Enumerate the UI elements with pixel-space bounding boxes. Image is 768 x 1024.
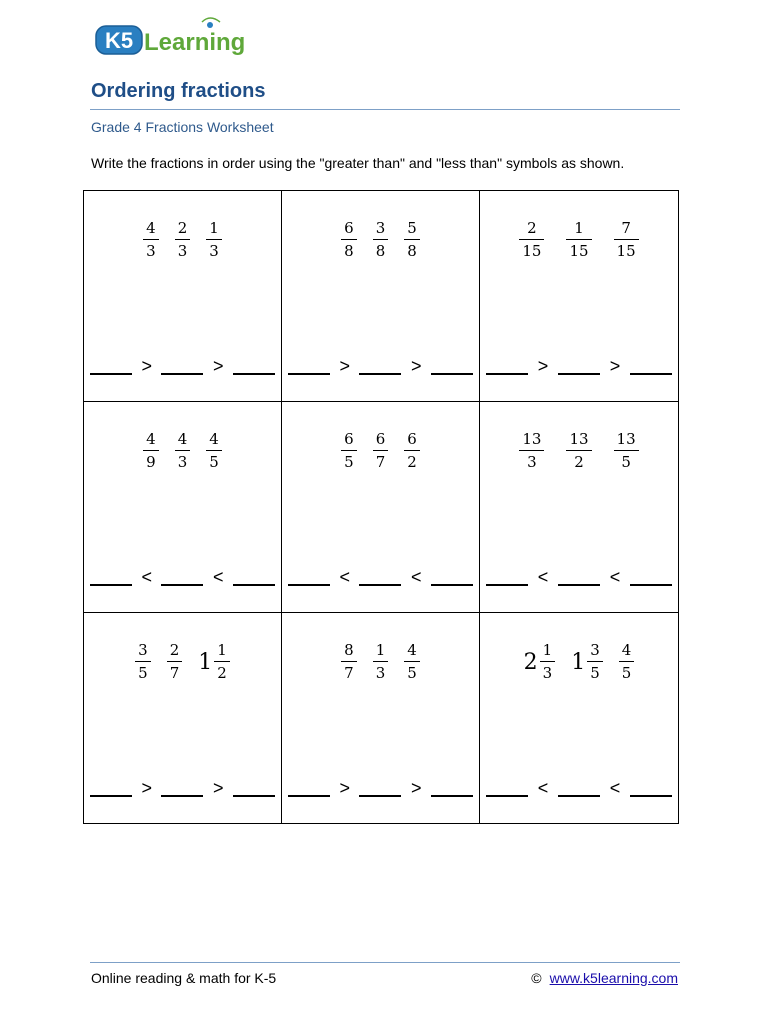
fraction (373, 643, 389, 681)
comparison-symbol: > (410, 356, 422, 376)
denominator: 3 (177, 242, 188, 260)
fraction-list (282, 221, 479, 259)
mixed-number (524, 643, 556, 681)
answer-blank[interactable] (630, 355, 672, 375)
whole-number: 2 (523, 649, 538, 675)
fraction-list (480, 221, 678, 259)
fraction-stack (566, 432, 591, 470)
denominator: 15 (569, 242, 589, 260)
problem-cell (282, 191, 480, 402)
answer-blank[interactable] (486, 355, 528, 375)
fraction (167, 643, 183, 681)
numerator: 3 (375, 219, 386, 237)
fraction (373, 221, 389, 259)
fraction-stack (540, 643, 556, 681)
denominator: 3 (542, 664, 553, 682)
footer-website-link[interactable]: www.k5learning.com (549, 970, 678, 986)
answer-blank[interactable] (359, 355, 401, 375)
mixed-number (198, 643, 230, 681)
fraction-stack (341, 643, 357, 681)
fraction-stack (519, 221, 544, 259)
answer-blank[interactable] (431, 355, 473, 375)
denominator: 2 (574, 453, 584, 471)
numerator: 4 (407, 641, 417, 659)
numerator: 1 (209, 219, 219, 237)
numerator: 2 (527, 219, 537, 237)
answer-row (288, 355, 473, 375)
comparison-symbol: < (609, 778, 621, 798)
fraction (404, 221, 420, 259)
fraction-stack (206, 432, 222, 470)
answer-blank[interactable] (558, 566, 600, 586)
numerator: 6 (344, 430, 354, 448)
denominator: 3 (527, 453, 537, 471)
answer-blank[interactable] (161, 777, 203, 797)
answer-blank[interactable] (288, 777, 330, 797)
logo-k5-text: K5 (104, 28, 134, 53)
fraction-stack (587, 643, 603, 681)
numerator: 6 (344, 219, 354, 237)
whole-number: 1 (571, 649, 586, 675)
fraction (614, 221, 639, 259)
answer-blank[interactable] (233, 355, 275, 375)
answer-row (90, 566, 275, 586)
fraction (566, 221, 591, 259)
answer-blank[interactable] (630, 777, 672, 797)
whole-number: 1 (198, 649, 213, 675)
copyright-symbol: © (531, 970, 542, 986)
comparison-symbol: > (339, 778, 350, 798)
numerator: 3 (138, 641, 148, 659)
denominator: 9 (146, 453, 156, 471)
denominator: 8 (344, 242, 354, 260)
fraction-stack (404, 643, 420, 681)
comparison-symbol: > (212, 356, 224, 376)
answer-blank[interactable] (431, 566, 473, 586)
answer-blank[interactable] (558, 355, 600, 375)
denominator: 15 (616, 242, 636, 260)
fraction (614, 432, 639, 470)
fraction-stack (519, 432, 544, 470)
comparison-symbol: > (609, 356, 621, 376)
denominator: 3 (375, 664, 386, 682)
fraction-stack (175, 432, 191, 470)
fraction (206, 221, 222, 259)
fraction-stack (373, 643, 389, 681)
denominator: 5 (138, 664, 148, 682)
fraction-stack (373, 221, 389, 259)
fraction-stack (614, 432, 639, 470)
denominator: 5 (590, 664, 600, 682)
fraction-stack (373, 432, 389, 470)
footer-divider (90, 962, 680, 963)
fraction (175, 221, 191, 259)
answer-blank[interactable] (161, 566, 203, 586)
numerator: 6 (407, 430, 417, 448)
fraction (341, 432, 357, 470)
answer-blank[interactable] (558, 777, 600, 797)
answer-blank[interactable] (90, 355, 132, 375)
problem-cell (480, 402, 678, 613)
comparison-symbol: > (339, 356, 350, 376)
comparison-symbol: > (410, 778, 422, 798)
comparison-symbol: < (537, 567, 549, 587)
fraction-stack (214, 643, 230, 681)
fraction (341, 221, 357, 259)
fraction (143, 221, 159, 259)
denominator: 7 (169, 664, 180, 682)
answer-row (288, 566, 473, 586)
numerator: 13 (616, 430, 636, 448)
denominator: 3 (209, 242, 219, 260)
answer-row (486, 355, 672, 375)
fraction-stack (404, 432, 420, 470)
fraction-stack (341, 432, 357, 470)
denominator: 15 (522, 242, 542, 260)
problem-cell (84, 613, 282, 823)
comparison-symbol: < (212, 567, 224, 587)
answer-blank[interactable] (288, 566, 330, 586)
numerator: 4 (146, 219, 156, 237)
numerator: 1 (542, 641, 553, 659)
denominator: 3 (177, 453, 188, 471)
problem-cell (480, 191, 678, 402)
logo-learning-text: Learning (144, 29, 246, 56)
fraction (135, 643, 151, 681)
answer-row (90, 355, 275, 375)
fraction-list (84, 221, 281, 259)
fraction (404, 432, 420, 470)
numerator: 4 (209, 430, 219, 448)
numerator: 1 (217, 641, 227, 659)
fraction-stack (206, 221, 222, 259)
denominator: 3 (146, 242, 156, 260)
fraction-list (282, 432, 479, 470)
denominator: 2 (217, 664, 227, 682)
fraction (341, 643, 357, 681)
answer-blank[interactable] (486, 566, 528, 586)
fraction-stack (175, 221, 191, 259)
fraction (175, 432, 191, 470)
numerator: 1 (375, 641, 386, 659)
numerator: 8 (344, 641, 354, 659)
denominator: 5 (209, 453, 219, 471)
fraction (206, 432, 222, 470)
numerator: 4 (177, 430, 188, 448)
fraction-list (84, 432, 281, 470)
answer-row (90, 777, 275, 797)
numerator: 13 (569, 430, 589, 448)
denominator: 5 (407, 664, 417, 682)
fraction-stack (143, 221, 159, 259)
answer-blank[interactable] (161, 355, 203, 375)
fraction-list (282, 643, 479, 681)
fraction (404, 643, 420, 681)
comparison-symbol: < (141, 567, 152, 587)
fraction-list (480, 432, 678, 470)
numerator: 2 (177, 219, 188, 237)
comparison-symbol: > (537, 356, 549, 376)
comparison-symbol: < (537, 778, 549, 798)
answer-blank[interactable] (233, 777, 275, 797)
answer-blank[interactable] (359, 777, 401, 797)
problem-cell (282, 402, 480, 613)
fraction-stack (143, 432, 159, 470)
title-divider (90, 109, 680, 110)
problem-cell (480, 613, 678, 823)
denominator: 5 (344, 453, 354, 471)
fraction-stack (619, 643, 635, 681)
footer-tagline: Online reading & math for K-5 (91, 970, 277, 986)
answer-blank[interactable] (359, 566, 401, 586)
fraction-stack (341, 221, 357, 259)
fraction-stack (167, 643, 183, 681)
problem-cell (84, 402, 282, 613)
numerator: 1 (574, 219, 584, 237)
footer-copyright (531, 970, 678, 986)
fraction-stack (566, 221, 591, 259)
fraction-list (480, 643, 678, 681)
answer-blank[interactable] (630, 566, 672, 586)
denominator: 8 (407, 242, 417, 260)
denominator: 7 (375, 453, 386, 471)
numerator: 5 (407, 219, 417, 237)
answer-row (486, 566, 672, 586)
denominator: 5 (621, 453, 631, 471)
fraction-stack (614, 221, 639, 259)
answer-blank[interactable] (486, 777, 528, 797)
comparison-symbol: < (410, 567, 422, 587)
numerator: 3 (590, 641, 600, 659)
numerator: 7 (621, 219, 631, 237)
denominator: 8 (375, 242, 386, 260)
answer-blank[interactable] (288, 355, 330, 375)
answer-blank[interactable] (90, 566, 132, 586)
answer-row (486, 777, 672, 797)
answer-blank[interactable] (90, 777, 132, 797)
fraction (519, 221, 544, 259)
page-subtitle: Grade 4 Fractions Worksheet (91, 119, 274, 135)
problem-cell (84, 191, 282, 402)
comparison-symbol: < (609, 567, 621, 587)
fraction (519, 432, 544, 470)
instructions-text: Write the fractions in order using the "greater than" and "less than" symbols as shown. (91, 155, 625, 171)
comparison-symbol: > (141, 778, 152, 798)
denominator: 2 (407, 453, 417, 471)
fraction-list (84, 643, 281, 681)
answer-blank[interactable] (233, 566, 275, 586)
problem-cell (282, 613, 480, 823)
fraction (566, 432, 591, 470)
fraction-stack (135, 643, 151, 681)
comparison-symbol: > (212, 778, 224, 798)
comparison-symbol: > (141, 356, 152, 376)
numerator: 13 (522, 430, 542, 448)
numerator: 4 (621, 641, 632, 659)
k5-learning-logo (94, 16, 264, 60)
page-title: Ordering fractions (91, 80, 266, 102)
denominator: 5 (621, 664, 632, 682)
denominator: 7 (344, 664, 354, 682)
fraction (619, 643, 635, 681)
numerator: 6 (375, 430, 386, 448)
comparison-symbol: < (339, 567, 350, 587)
fraction-stack (404, 221, 420, 259)
numerator: 4 (146, 430, 156, 448)
problem-grid (83, 190, 679, 824)
numerator: 2 (169, 641, 180, 659)
fraction (143, 432, 159, 470)
mixed-number (571, 643, 603, 681)
answer-blank[interactable] (431, 777, 473, 797)
answer-row (288, 777, 473, 797)
fraction (373, 432, 389, 470)
